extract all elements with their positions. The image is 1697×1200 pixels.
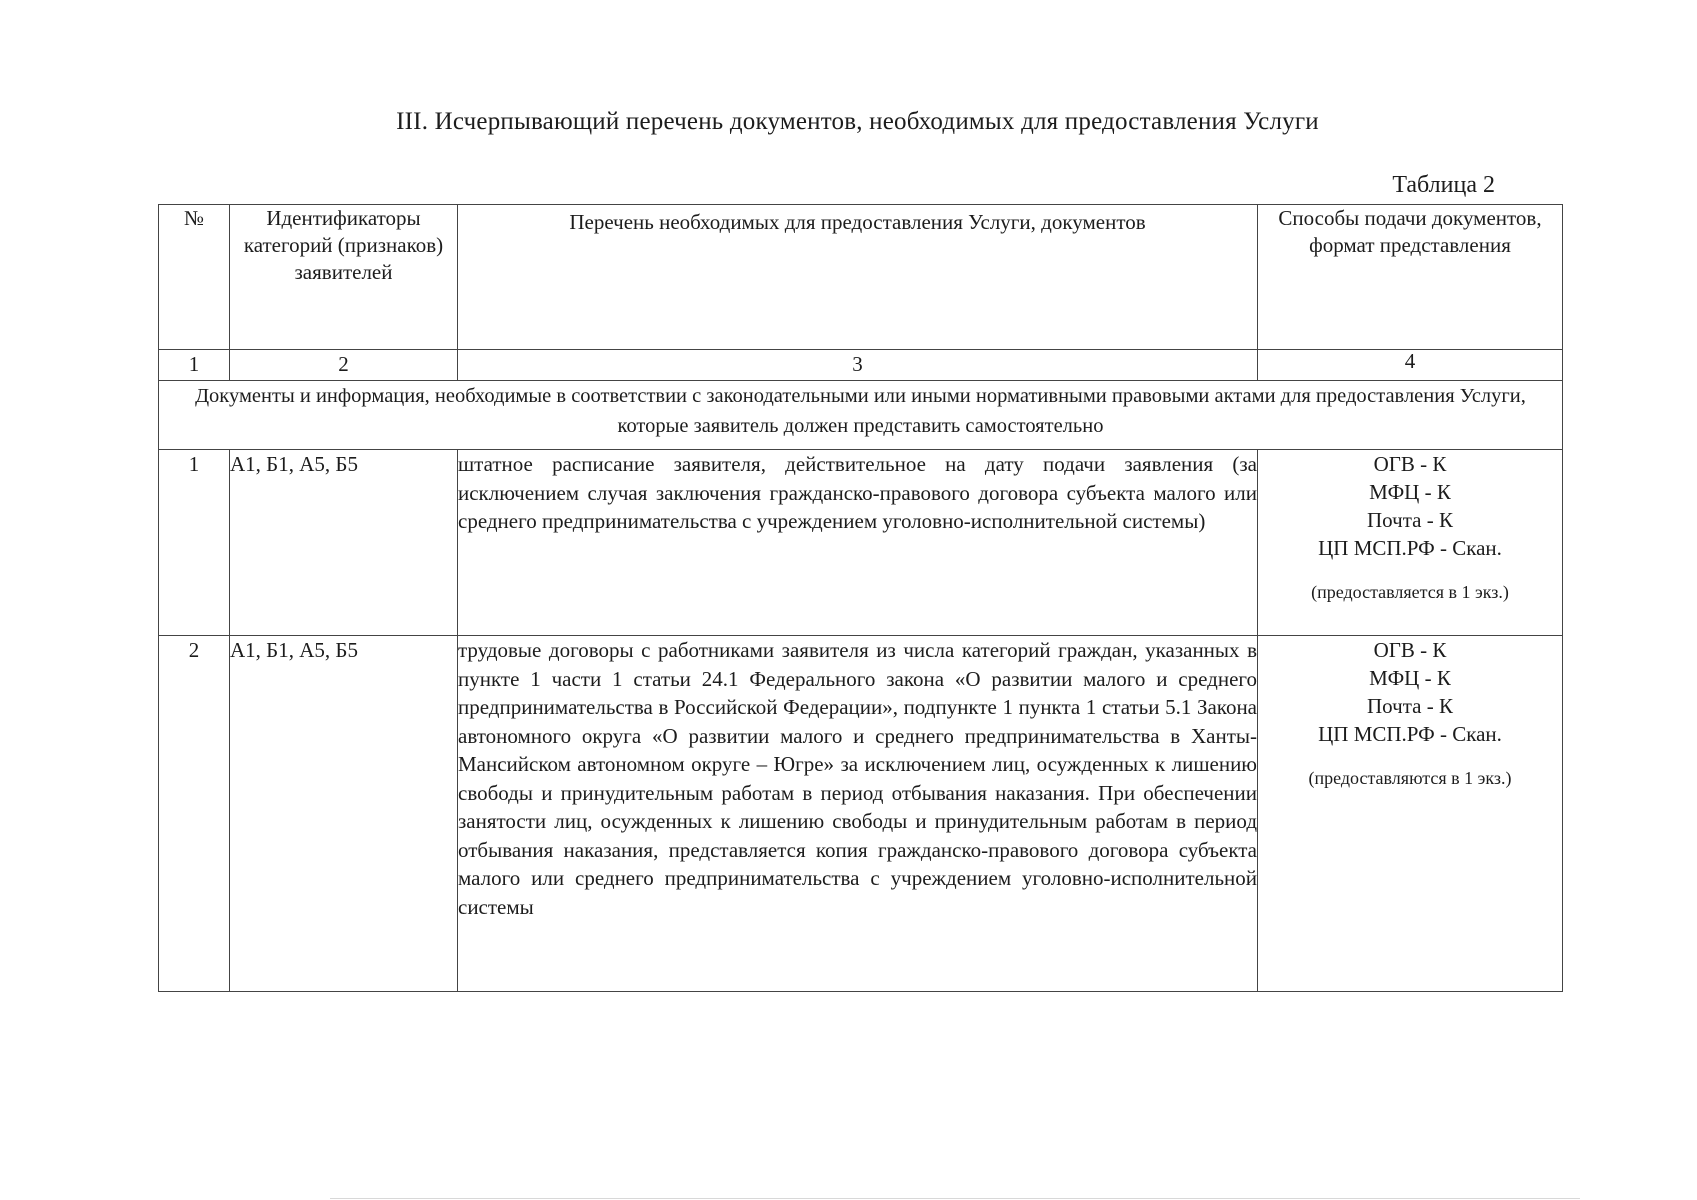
row-applicant-ids: А1, Б1, А5, Б5: [230, 450, 458, 636]
group-heading-row: [159, 381, 1563, 450]
copies-note: (предоставляется в 1 экз.): [1311, 582, 1509, 602]
column-number: 4: [1258, 350, 1563, 381]
submission-way: ОГВ - К: [1373, 452, 1447, 476]
submission-way: ЦП МСП.РФ - Скан.: [1318, 536, 1502, 560]
row-document-text: штатное расписание заявителя, действительное на дату подачи заявления (за исключением случая заключения гражданско-правового договора субъекта малого или среднего предпринимательства с учреждением уголовно-исполнительной системы): [458, 450, 1258, 636]
row-number: 2: [159, 636, 230, 992]
table-row: [159, 450, 1563, 636]
submission-way: МФЦ - К: [1369, 480, 1451, 504]
column-number: 1: [159, 350, 230, 381]
column-number: 2: [230, 350, 458, 381]
submission-way: ОГВ - К: [1373, 638, 1447, 662]
submission-way: Почта - К: [1367, 694, 1453, 718]
row-submission-ways: [1258, 450, 1563, 636]
column-numbers-row: [159, 350, 1563, 381]
header-applicant-ids: Идентификаторы категорий (признаков) заявителей: [230, 205, 458, 350]
documents-table: [158, 204, 1563, 992]
row-number: 1: [159, 450, 230, 636]
submission-way: Почта - К: [1367, 508, 1453, 532]
row-applicant-ids: А1, Б1, А5, Б5: [230, 636, 458, 992]
submission-way: МФЦ - К: [1369, 666, 1451, 690]
header-document-list: Перечень необходимых для предоставления Услуги, документов: [458, 205, 1258, 350]
scan-edge-line: [330, 1198, 1580, 1199]
section-title: III. Исчерпывающий перечень документов, необходимых для предоставления Услуги: [396, 108, 1319, 135]
copies-note: (предоставляются в 1 экз.): [1308, 768, 1512, 788]
submission-way: ЦП МСП.РФ - Скан.: [1318, 722, 1502, 746]
table-row: [159, 636, 1563, 992]
column-number: 3: [458, 350, 1258, 381]
group-heading: Документы и информация, необходимые в соответствии с законодательными или иными нормативными правовыми актами для предоставления Услуги, которые заявитель должен представить самостоятельно: [159, 381, 1563, 450]
row-document-text: трудовые договоры с работниками заявителя из числа категорий граждан, указанных в пункте 1 части 1 статьи 24.1 Федерального закона «О развитии малого и среднего предпринимательства в Российской Федерации», подпункте 1 пункта 1 статьи 5.1 Закона автономного округа «О развитии малого и среднего предпринимательства в Ханты-Мансийском автономном округе – Югре» за исключением лиц, осужденных к лишению свободы и принудительным работам в период отбывания наказания. При обеспечении занятости лиц, осужденных к лишению свободы и принудительным работам в период отбывания наказания, представляется копия гражданско-правового договора субъекта малого или среднего предпринимательства с учреждением уголовно-исполнительной системы: [458, 636, 1258, 992]
table-header-row: [159, 205, 1563, 350]
header-submission-ways: Способы подачи документов, формат представления: [1258, 205, 1563, 350]
table-caption: Таблица 2: [1392, 172, 1495, 198]
row-submission-ways: [1258, 636, 1563, 992]
header-number: №: [159, 205, 230, 350]
